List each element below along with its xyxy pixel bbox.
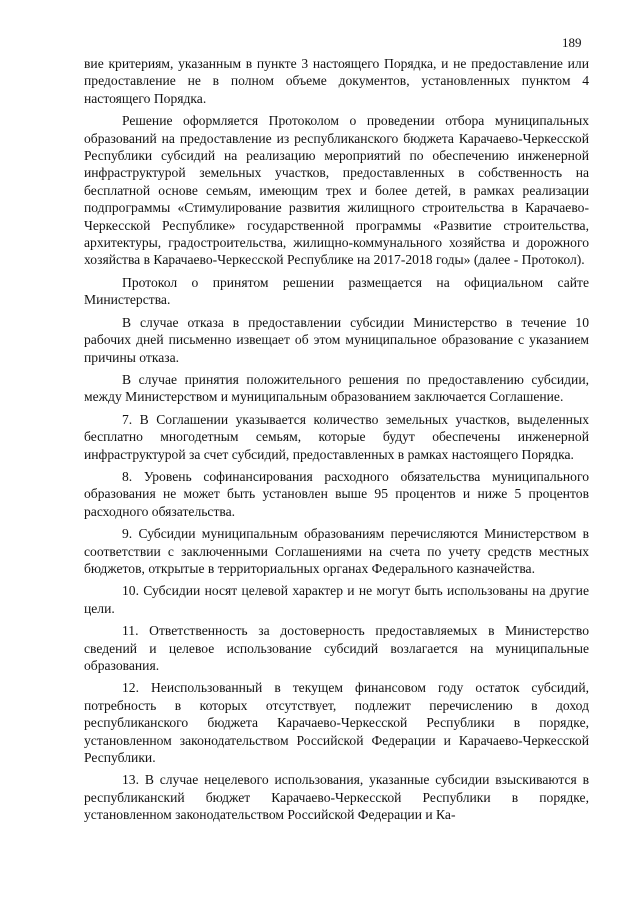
paragraph-protocol-decision: Решение оформляется Протоколом о проведении отбора муниципальных образований на предоставление из республиканского бюджета Карачаево-Черкесской Республики субсидий на реализацию мероприятий по обеспечению инженерной инфраструктурой земельных участков, предоставленных в собственность на бесплатной основе семьям, имеющим трех и более детей, в рамках реализации подпрограммы «Стимулирование развития жилищного строительства в Карачаево-Черкесской Республике» государственной программы «Развитие строительства, архитектуры, градостроительства, жилищно-коммунального хозяйства и дорожного хозяйства в Карачаево-Черкесской Республике на 2017-2018 годы» (далее - Протокол). xyxy=(84,113,589,268)
paragraph-item-11: 11. Ответственность за достоверность предоставляемых в Министерство сведений и целевое использование субсидий возлагается на муниципальные образования. xyxy=(84,623,589,673)
paragraph-continuation: вие критериям, указанным в пункте 3 настоящего Порядка, и не предоставление или предоставление не в полном объеме документов, установленных пунктом 4 настоящего Порядка. xyxy=(84,56,589,106)
document-body xyxy=(84,55,589,824)
paragraph-item-7: 7. В Соглашении указывается количество земельных участков, выделенных бесплатно многодетным семьям, которые будут обеспечены инженерной инфраструктурой за счет субсидий, предоставленных в рамках настоящего Порядка. xyxy=(84,411,589,462)
paragraph-refusal: В случае отказа в предоставлении субсидии Министерство в течение 10 рабочих дней письменно извещает об этом муниципальное образование с указанием причины отказа. xyxy=(84,314,589,365)
page-number: 189 xyxy=(562,35,582,50)
paragraph-protocol-publication: Протокол о принятом решении размещается на официальном сайте Министерства. xyxy=(84,274,589,308)
paragraph-item-13: 13. В случае нецелевого использования, указанные субсидии взыскиваются в республиканский бюджет Карачаево-Черкесской Республики в порядке, установленном законодательством Российской Федерации и Ка- xyxy=(84,772,589,823)
paragraph-item-9: 9. Субсидии муниципальным образованиям перечисляются Министерством в соответствии с заключенными Соглашениями на счета по учету средств местных бюджетов, открытые в территориальных органах Федерального казначейства. xyxy=(84,526,589,576)
paragraph-item-12: 12. Неиспользованный в текущем финансовом году остаток субсидий, потребность в которых отсутствует, подлежит перечислению в доход республиканского бюджета Карачаево-Черкесской Республики в порядке, установленном законодательством Российской Федерации и Карачаево-Черкесской Республики. xyxy=(84,680,589,766)
paragraph-item-10: 10. Субсидии носят целевой характер и не могут быть использованы на другие цели. xyxy=(84,583,589,616)
paragraph-positive-decision: В случае принятия положительного решения по предоставлению субсидии, между Министерством и муниципальным образованием заключается Соглашение. xyxy=(84,371,589,405)
paragraph-item-8: 8. Уровень софинансирования расходного обязательства муниципального образования не может быть установлен выше 95 процентов и ниже 5 процентов расходного обязательства. xyxy=(84,468,589,519)
